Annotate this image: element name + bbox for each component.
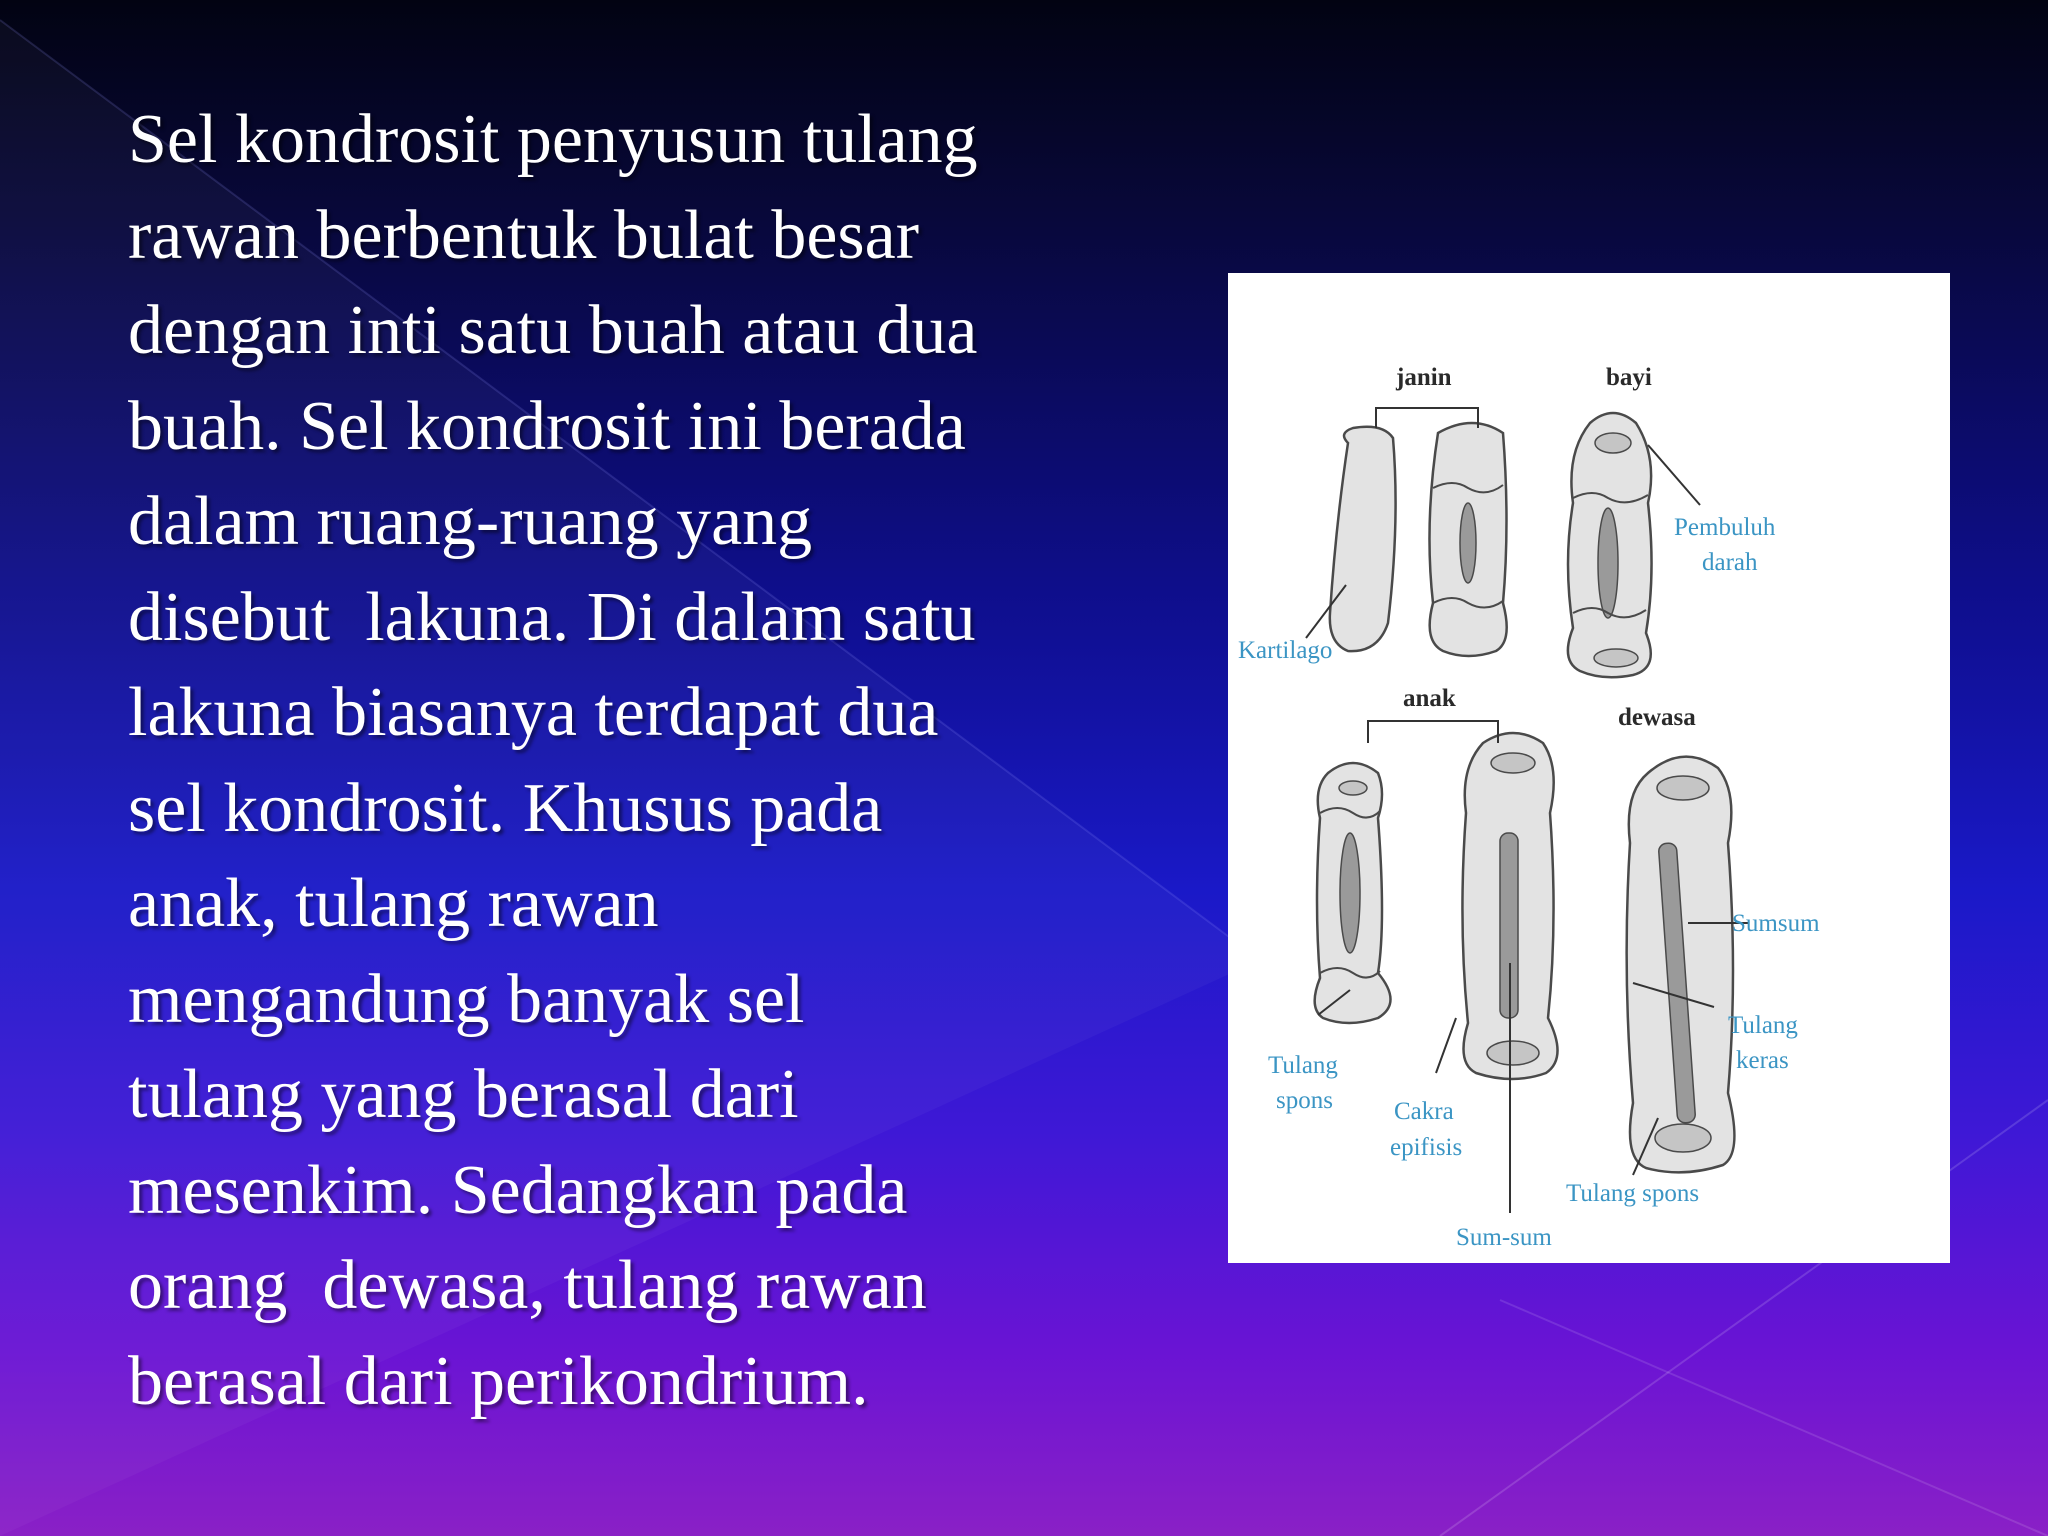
pembuluh-leader [1648, 445, 1700, 505]
label-darah: darah [1702, 549, 1758, 576]
bayi-epiphysis-shape [1595, 433, 1631, 453]
body-line: Sel kondrosit penyusun tulang [128, 101, 978, 178]
body-line: anak, tulang rawan [128, 865, 659, 942]
label-sum-sum: Sum-sum [1456, 1224, 1552, 1251]
body-line: mengandung banyak sel [128, 960, 805, 1038]
stage-label-anak: anak [1403, 685, 1456, 712]
dewasa-epiphysis-shape [1657, 776, 1709, 800]
label-pembuluh: Pembuluh [1674, 514, 1776, 541]
janin-cartilage-shape [1330, 427, 1396, 651]
stage-label-janin: janin [1396, 364, 1452, 391]
anak-epiphysis-shape [1339, 781, 1367, 795]
body-line: sel kondrosit. Khusus pada [128, 769, 883, 847]
anak-marrow-shape [1340, 833, 1360, 953]
body-line: dengan inti satu buah atau dua [128, 292, 978, 369]
label-kartilago: Kartilago [1238, 637, 1333, 664]
label-tulang-keras-2: keras [1736, 1047, 1789, 1074]
body-line: buah. Sel kondrosit ini berada [128, 387, 966, 465]
label-epifisis: epifisis [1390, 1134, 1463, 1161]
label-tulang-spons-2: spons [1276, 1087, 1333, 1114]
janin-marrow-shape [1460, 503, 1476, 583]
bayi-marrow-shape [1598, 508, 1618, 618]
bone-development-diagram [1228, 273, 1950, 1263]
body-line: disebut lakuna. Di dalam satu [128, 578, 976, 656]
body-line: tulang yang berasal dari [128, 1056, 799, 1133]
label-tulang-spons-1: Tulang [1268, 1052, 1338, 1079]
label-cakra: Cakra [1394, 1098, 1454, 1125]
bayi-epiphysis-shape [1594, 649, 1638, 667]
body-line: lakuna biasanya terdapat dua [128, 674, 939, 751]
body-line: rawan berbentuk bulat besar [128, 196, 920, 274]
body-line: mesenkim. Sedangkan pada [128, 1151, 908, 1229]
stage-label-bayi: bayi [1606, 364, 1652, 391]
label-tulang-keras-1: Tulang [1728, 1012, 1798, 1039]
body-line: dalam ruang-ruang yang [128, 483, 813, 560]
body-line: berasal dari perikondrium. [128, 1342, 869, 1420]
stage-label-dewasa: dewasa [1618, 704, 1696, 731]
slide-body-text [128, 92, 1138, 1429]
anak-epiphysis-shape [1487, 1041, 1539, 1065]
anak-bracket [1368, 721, 1498, 743]
dewasa-epiphysis-shape [1655, 1124, 1711, 1152]
anak-epiphysis-shape [1491, 753, 1535, 773]
cakra-leader [1436, 1018, 1456, 1073]
label-sumsum: Sumsum [1732, 910, 1820, 937]
body-line: orang dewasa, tulang rawan [128, 1247, 927, 1324]
label-tulang-spons-dewasa: Tulang spons [1566, 1180, 1700, 1207]
bone-development-figure [1228, 273, 1950, 1263]
